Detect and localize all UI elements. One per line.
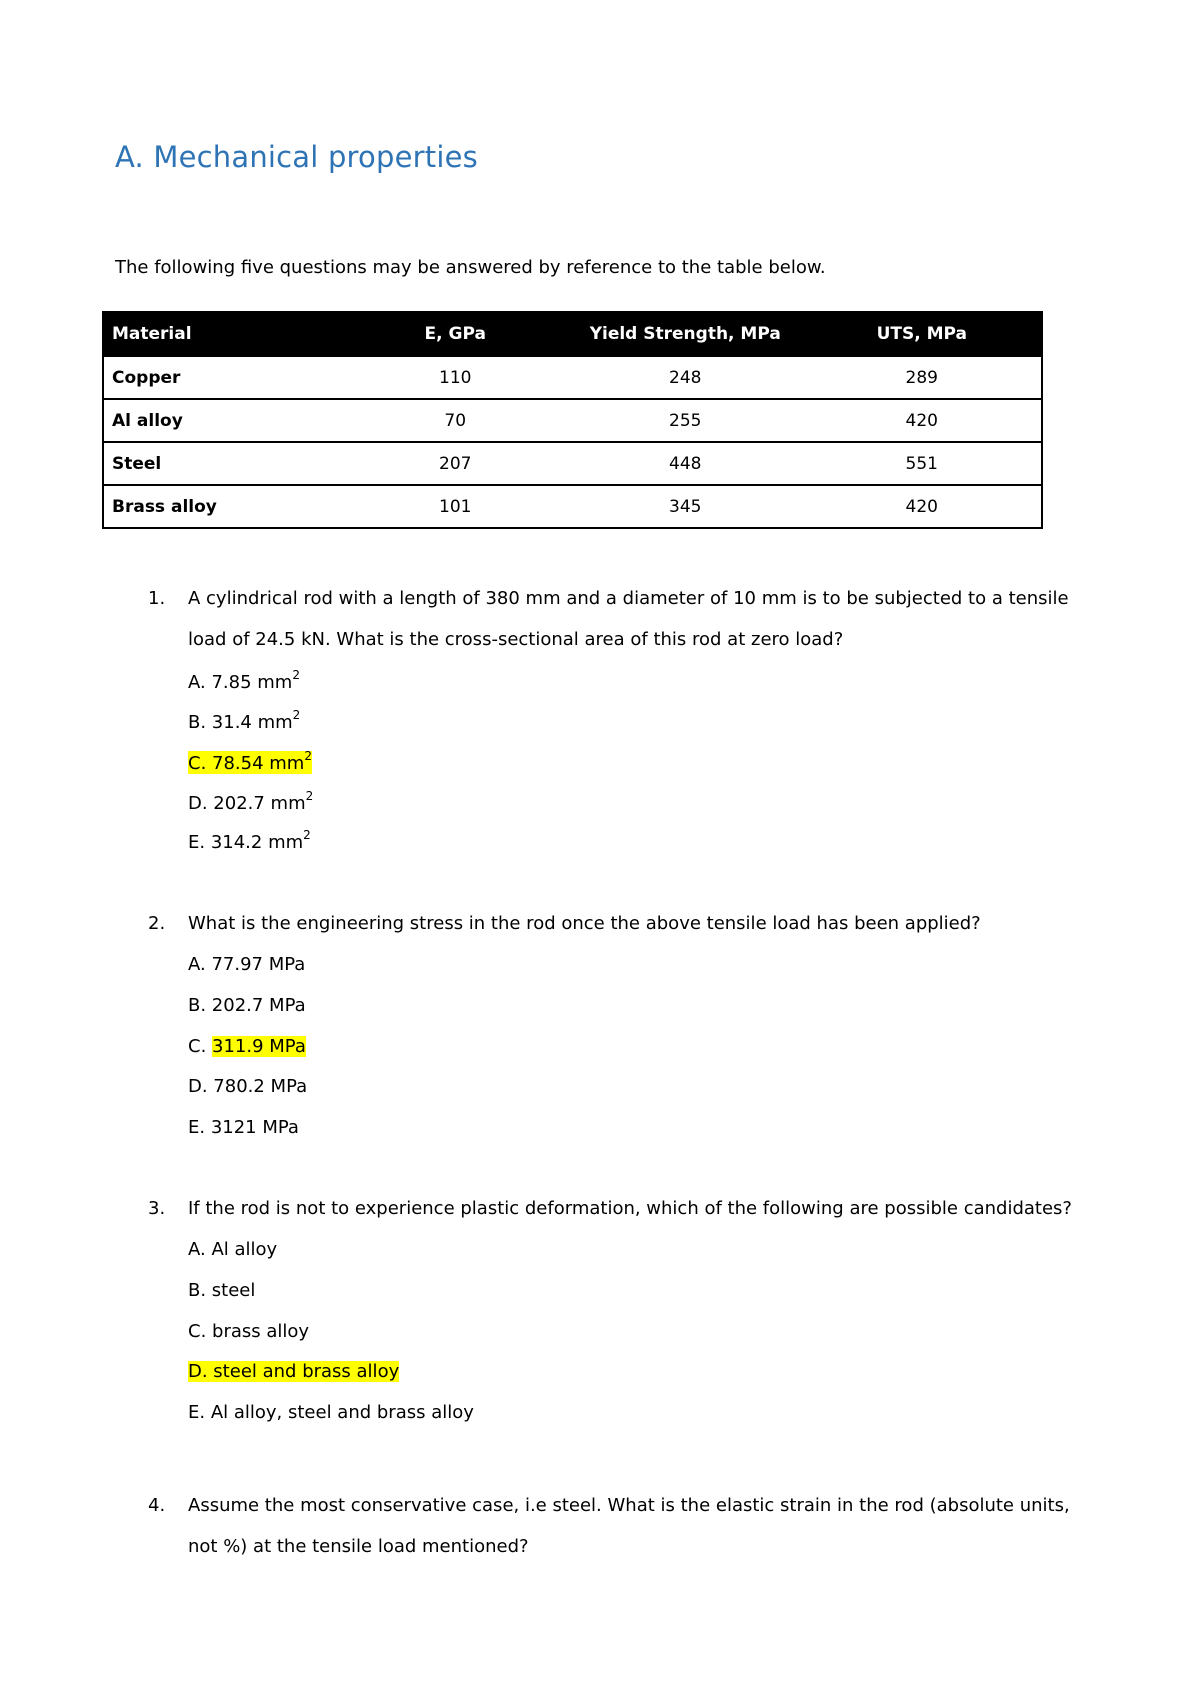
cell-modulus: 101 bbox=[343, 485, 568, 528]
question-number: 2. bbox=[148, 913, 166, 934]
question-text: Assume the most conservative case, i.e steel. What is the elastic strain in the rod (absolute units, bbox=[188, 1495, 1070, 1516]
question-text: load of 24.5 kN. What is the cross-sectional area of this rod at zero load? bbox=[188, 629, 844, 650]
intro-text: The following five questions may be answered by reference to the table below. bbox=[115, 257, 826, 278]
question-text: What is the engineering stress in the rod once the above tensile load has been applied? bbox=[188, 913, 981, 934]
question-text: not %) at the tensile load mentioned? bbox=[188, 1536, 529, 1557]
answer-option: E. Al alloy, steel and brass alloy bbox=[188, 1402, 474, 1423]
answer-option: A. 7.85 $mm^2$ bbox=[188, 668, 300, 693]
header-material: Material bbox=[103, 312, 343, 356]
answer-option: D. 780.2 MPa bbox=[188, 1076, 308, 1097]
cell-modulus: 207 bbox=[343, 442, 568, 485]
cell-yield: 448 bbox=[568, 442, 803, 485]
answer-option: A. 77.97 MPa bbox=[188, 954, 306, 975]
cell-yield: 345 bbox=[568, 485, 803, 528]
header-modulus: E, GPa bbox=[343, 312, 568, 356]
header-uts: UTS, MPa bbox=[803, 312, 1042, 356]
question-number: 3. bbox=[148, 1198, 166, 1219]
cell-material: Al alloy bbox=[103, 399, 343, 442]
answer-option: B. 31.4 $mm^2$ bbox=[188, 708, 301, 733]
header-yield-strength: Yield Strength, MPa bbox=[568, 312, 803, 356]
properties-table bbox=[102, 311, 1043, 529]
table-row bbox=[103, 356, 1042, 399]
cell-material: Steel bbox=[103, 442, 343, 485]
question-text: A cylindrical rod with a length of 380 mm and a diameter of 10 mm is to be subjected to a tensile bbox=[188, 588, 1069, 609]
table-row bbox=[103, 399, 1042, 442]
answer-option-correct: C. 311.9 MPa bbox=[188, 1036, 306, 1057]
question-number: 4. bbox=[148, 1495, 166, 1516]
cell-modulus: 110 bbox=[343, 356, 568, 399]
cell-uts: 420 bbox=[803, 399, 1042, 442]
answer-option: B. 202.7 MPa bbox=[188, 995, 306, 1016]
cell-yield: 248 bbox=[568, 356, 803, 399]
question-text: If the rod is not to experience plastic deformation, which of the following are possible candidates? bbox=[188, 1198, 1072, 1219]
answer-option: D. 202.7 $mm^2$ bbox=[188, 789, 314, 814]
answer-option: B. steel bbox=[188, 1280, 256, 1301]
cell-material: Copper bbox=[103, 356, 343, 399]
answer-option: E. 314.2 $mm^2$ bbox=[188, 828, 311, 853]
cell-uts: 420 bbox=[803, 485, 1042, 528]
table-header-row bbox=[103, 312, 1042, 356]
cell-material: Brass alloy bbox=[103, 485, 343, 528]
cell-yield: 255 bbox=[568, 399, 803, 442]
answer-option: C. brass alloy bbox=[188, 1321, 310, 1342]
table-row bbox=[103, 485, 1042, 528]
answer-option-correct: C. 78.54 $mm^2$ bbox=[188, 749, 312, 774]
table-row bbox=[103, 442, 1042, 485]
question-number: 1. bbox=[148, 588, 166, 609]
cell-uts: 289 bbox=[803, 356, 1042, 399]
answer-option: E. 3121 MPa bbox=[188, 1117, 299, 1138]
section-title: A. Mechanical properties bbox=[115, 140, 478, 174]
answer-option-correct: D. steel and brass alloy bbox=[188, 1361, 400, 1382]
answer-option: A. Al alloy bbox=[188, 1239, 278, 1260]
cell-modulus: 70 bbox=[343, 399, 568, 442]
cell-uts: 551 bbox=[803, 442, 1042, 485]
